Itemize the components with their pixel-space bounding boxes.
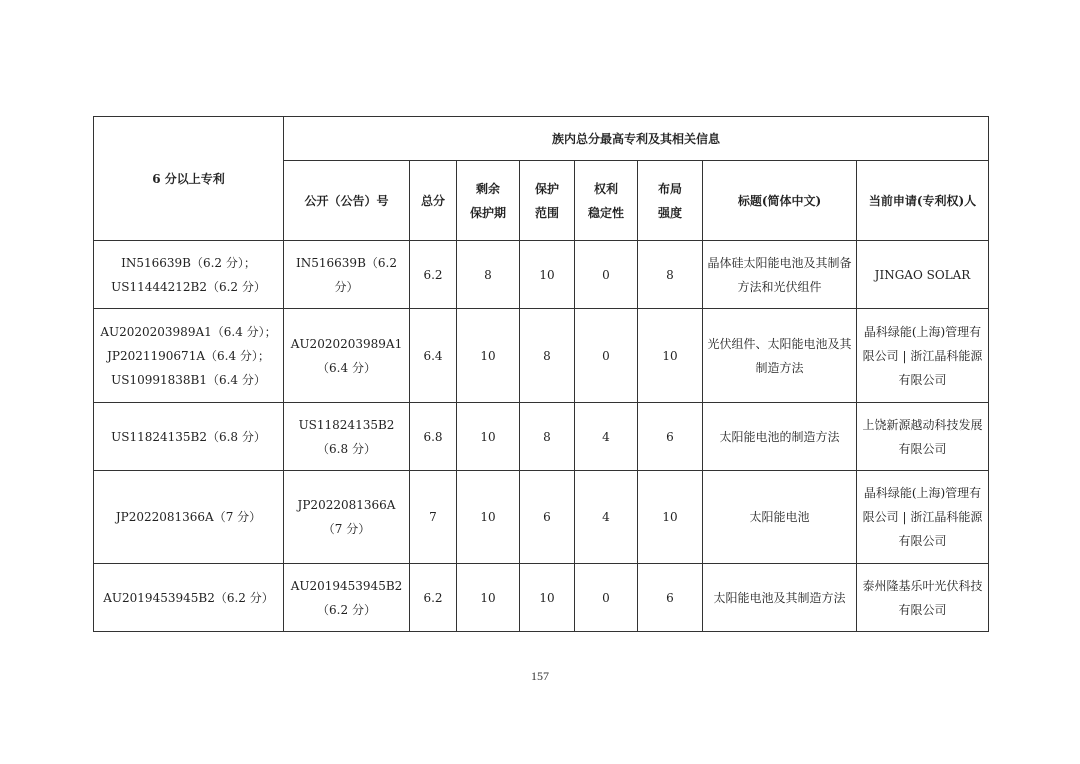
patent-entry: US11444212B2（6.2 分） [111,279,266,294]
cell-publication-number: JP2022081366A（7 分） [284,471,410,564]
cell-remaining-protection: 10 [457,309,520,403]
cell-total-score: 7 [410,471,457,564]
header-applicant: 当前申请(专利权)人 [857,161,989,241]
cell-publication-number: US11824135B2（6.8 分） [284,403,410,471]
cell-applicant: 晶科绿能(上海)管理有限公司 | 浙江晶科能源有限公司 [857,309,989,403]
cell-right-stability: 0 [575,564,638,632]
header-publication-number: 公开（公告）号 [284,161,410,241]
cell-layout-strength: 10 [638,471,703,564]
table-row [94,403,989,471]
cell-applicant: 泰州隆基乐叶光伏科技有限公司 [857,564,989,632]
table-row [94,241,989,309]
table-row [94,471,989,564]
cell-title: 太阳能电池 [703,471,857,564]
cell-publication-number: AU2020203989A1（6.4 分） [284,309,410,403]
patent-table [93,116,989,632]
cell-patent-list [94,309,284,403]
header-stability-line2: 稳定性 [587,205,624,220]
cell-layout-strength: 8 [638,241,703,309]
page-number: 157 [531,669,549,683]
header-family-top-patent-info: 族内总分最高专利及其相关信息 [284,117,989,161]
cell-total-score: 6.4 [410,309,457,403]
cell-remaining-protection: 8 [457,241,520,309]
cell-right-stability: 4 [575,471,638,564]
header-total-score: 总分 [410,161,457,241]
cell-publication-number: AU2019453945B2（6.2 分） [284,564,410,632]
patent-entry: IN516639B（6.2 分）； [121,255,256,270]
cell-protection-scope: 10 [520,241,575,309]
patent-entry: AU2019453945B2（6.2 分） [103,590,274,605]
cell-applicant: JINGAO SOLAR [857,241,989,309]
header-layout-line1: 布局 [657,181,682,196]
patent-entry: JP2021190671A（6.4 分）； [107,348,270,363]
header-protection-scope [520,161,575,241]
cell-protection-scope: 6 [520,471,575,564]
cell-layout-strength: 6 [638,564,703,632]
patent-entry: JP2022081366A（7 分） [115,510,262,524]
patent-entry: US10991838B1（6.4 分） [111,372,266,387]
cell-patent-list [94,403,284,471]
header-scope-line1: 保护 [534,181,559,196]
cell-title: 太阳能电池的制造方法 [703,403,857,471]
cell-patent-list [94,471,284,564]
table-row [94,564,989,632]
cell-total-score: 6.2 [410,241,457,309]
cell-patent-list [94,241,284,309]
cell-right-stability: 4 [575,403,638,471]
cell-total-score: 6.2 [410,564,457,632]
header-title: 标题(简体中文) [703,161,857,241]
cell-applicant: 上饶新源越动科技发展有限公司 [857,403,989,471]
header-remaining-protection [457,161,520,241]
header-layout-line2: 强度 [657,205,682,220]
cell-layout-strength: 10 [638,309,703,403]
patent-entry: AU2020203989A1（6.4 分）； [100,324,277,339]
patent-entry: US11824135B2（6.8 分） [111,429,266,444]
cell-right-stability: 0 [575,241,638,309]
cell-title: 太阳能电池及其制造方法 [703,564,857,632]
cell-title: 晶体硅太阳能电池及其制备方法和光伏组件 [703,241,857,309]
cell-remaining-protection: 10 [457,403,520,471]
cell-layout-strength: 6 [638,403,703,471]
header-right-stability [575,161,638,241]
cell-protection-scope: 8 [520,309,575,403]
header-remaining-line2: 保护期 [469,205,506,220]
cell-protection-scope: 10 [520,564,575,632]
header-remaining-line1: 剩余 [475,181,500,196]
cell-total-score: 6.8 [410,403,457,471]
cell-publication-number: IN516639B（6.2 分） [284,241,410,309]
header-high-score-patents: 6 分以上专利 [94,117,284,241]
cell-title: 光伏组件、太阳能电池及其制造方法 [703,309,857,403]
header-scope-line2: 范围 [534,205,559,220]
header-layout-strength [638,161,703,241]
cell-protection-scope: 8 [520,403,575,471]
table-row [94,309,989,403]
cell-remaining-protection: 10 [457,471,520,564]
cell-patent-list [94,564,284,632]
header-stability-line1: 权利 [593,181,618,196]
cell-right-stability: 0 [575,309,638,403]
cell-applicant: 晶科绿能(上海)管理有限公司 | 浙江晶科能源有限公司 [857,471,989,564]
cell-remaining-protection: 10 [457,564,520,632]
